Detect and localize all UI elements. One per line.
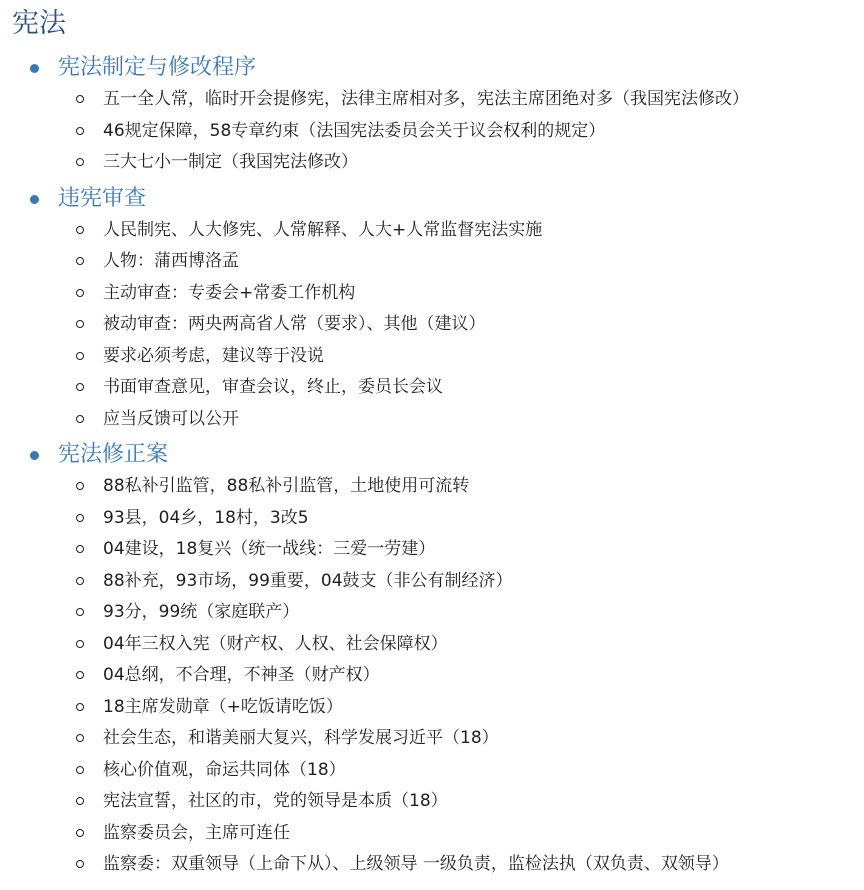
list-item-text: 04年三权入宪（财产权、人权、社会保障权） xyxy=(103,633,448,654)
section-heading xyxy=(0,439,864,471)
list-item-text: 46规定保障，58专章约束（法国宪法委员会关于议会权利的规定） xyxy=(103,120,606,141)
hollow-bullet-icon xyxy=(76,860,84,868)
hollow-bullet-icon xyxy=(76,829,84,837)
hollow-bullet-icon xyxy=(76,545,84,553)
section-heading xyxy=(0,183,864,215)
section-title: 宪法修正案 xyxy=(58,442,169,467)
hollow-bullet-icon xyxy=(76,95,84,103)
hollow-bullet-icon xyxy=(76,577,84,585)
list-item-text: 宪法宣誓，社区的市，党的领导是本质（18） xyxy=(103,791,448,811)
hollow-bullet-icon xyxy=(76,734,84,742)
list-item-text: 93分，99统（家庭联产） xyxy=(103,602,300,622)
list-item-text: 书面审查意见，审查会议，终止，委员长会议 xyxy=(103,377,443,397)
list-item xyxy=(0,341,864,373)
list-item xyxy=(0,534,864,566)
section-title: 违宪审查 xyxy=(58,185,147,211)
list-item xyxy=(0,818,864,850)
list-item-text: 18主席发勋章（+吃饭请吃饭） xyxy=(103,696,343,717)
list-item-text: 人民制宪、人大修宪、人常解释、人大+人常监督宪法实施 xyxy=(103,219,543,240)
hollow-bullet-icon xyxy=(76,514,84,522)
list-item xyxy=(0,786,864,818)
hollow-bullet-icon xyxy=(76,226,84,234)
list-item-text: 应当反馈可以公开 xyxy=(103,408,239,429)
section-title: 宪法制定与修改程序 xyxy=(58,55,257,80)
hollow-bullet-icon xyxy=(76,158,84,166)
filled-bullet-icon xyxy=(30,451,39,460)
filled-bullet-icon xyxy=(30,195,39,204)
list-item-text: 04建设，18复兴（统一战线：三爱一劳建） xyxy=(103,539,436,559)
hollow-bullet-icon xyxy=(76,766,84,774)
list-item xyxy=(0,723,864,755)
outline-list xyxy=(0,52,864,885)
list-item-text: 04总纲，不合理，不神圣（财产权） xyxy=(103,665,380,685)
section-item-list xyxy=(0,215,864,436)
hollow-bullet-icon xyxy=(76,352,84,360)
list-item-text: 主动审查：专委会+常委工作机构 xyxy=(103,282,356,303)
hollow-bullet-icon xyxy=(76,320,84,328)
list-item xyxy=(0,147,864,179)
hollow-bullet-icon xyxy=(76,415,84,423)
list-item-text: 88私补引监管，88私补引监管，土地使用可流转 xyxy=(103,476,470,496)
list-item-text: 社会生态，和谐美丽大复兴，科学发展习近平（18） xyxy=(103,728,499,748)
section-item-list xyxy=(0,471,864,881)
list-item-text: 88补充，93市场，99重要，04鼓支（非公有制经济） xyxy=(103,570,513,591)
list-item xyxy=(0,503,864,535)
hollow-bullet-icon xyxy=(76,608,84,616)
hollow-bullet-icon xyxy=(76,671,84,679)
list-item xyxy=(0,246,864,278)
hollow-bullet-icon xyxy=(76,257,84,265)
list-item-text: 被动审查：两央两高省人常（要求）、其他（建议） xyxy=(103,314,486,334)
list-item xyxy=(0,755,864,787)
list-item-text: 三大七小一制定（我国宪法修改） xyxy=(103,152,358,172)
list-item-text: 要求必须考虑，建议等于没说 xyxy=(103,345,324,366)
hollow-bullet-icon xyxy=(76,797,84,805)
list-item-text: 人物：蒲西博洛孟 xyxy=(103,251,239,271)
list-item xyxy=(0,629,864,661)
list-item xyxy=(0,597,864,629)
list-item-text: 监察委员会，主席可连任 xyxy=(103,822,290,843)
hollow-bullet-icon xyxy=(76,482,84,490)
outline-section xyxy=(0,183,864,436)
outline-section xyxy=(0,52,864,179)
page-title: 宪法 xyxy=(12,8,66,39)
hollow-bullet-icon xyxy=(76,640,84,648)
list-item xyxy=(0,692,864,724)
list-item-text: 核心价值观，命运共同体（18） xyxy=(103,759,346,780)
section-item-list xyxy=(0,84,864,179)
list-item-text: 五一全人常，临时开会提修宪，法律主席相对多，宪法主席团绝对多（我国宪法修改） xyxy=(103,89,749,109)
list-item xyxy=(0,471,864,503)
list-item xyxy=(0,404,864,436)
filled-bullet-icon xyxy=(30,64,39,73)
list-item xyxy=(0,309,864,341)
hollow-bullet-icon xyxy=(76,127,84,135)
hollow-bullet-icon xyxy=(76,703,84,711)
section-heading xyxy=(0,52,864,84)
list-item xyxy=(0,84,864,116)
list-item xyxy=(0,566,864,598)
hollow-bullet-icon xyxy=(76,289,84,297)
list-item xyxy=(0,215,864,247)
list-item xyxy=(0,372,864,404)
hollow-bullet-icon xyxy=(76,383,84,391)
list-item-text: 监察委：双重领导（上命下从）、上级领导 一级负责，监检法执（双负责、双领导） xyxy=(103,854,729,874)
list-item xyxy=(0,278,864,310)
list-item xyxy=(0,660,864,692)
list-item xyxy=(0,849,864,881)
list-item-text: 93县，04乡，18村，3改5 xyxy=(103,507,309,528)
outline-section xyxy=(0,439,864,881)
list-item xyxy=(0,116,864,148)
